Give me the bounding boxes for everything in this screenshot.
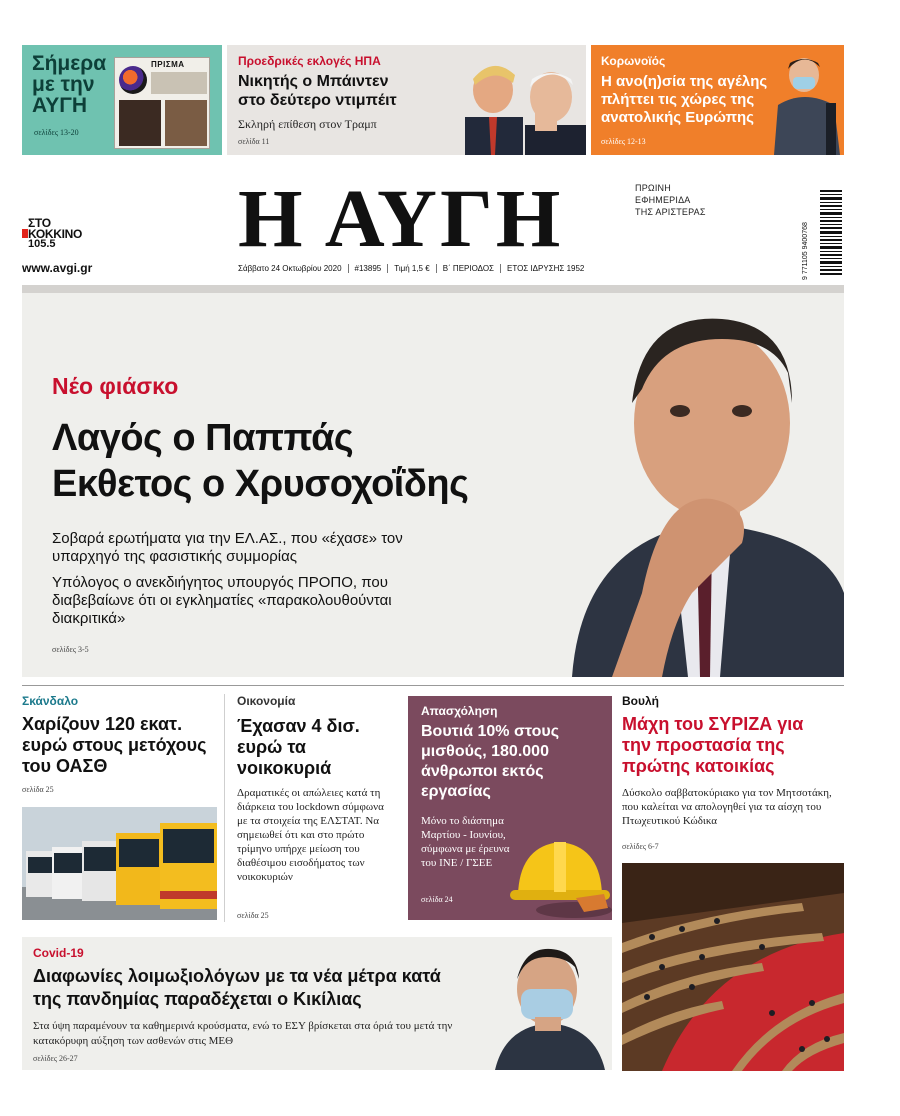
story-kicker: Σκάνδαλο — [22, 694, 79, 708]
masked-student-photo — [774, 45, 844, 155]
newspaper-title: Η ΑΥΓΗ — [238, 172, 564, 264]
magazine-cover-photo — [165, 100, 207, 146]
sto-kokkino-radio-logo[interactable] — [22, 213, 112, 253]
magazine-cover-graphic — [119, 66, 147, 94]
parliament-body: Δύσκολο σαββατοκύριακο για τον Μητσοτάκη, που καλείται να απολογηθεί για τα αίσχη του Πτωχευτικού Κώδικα — [622, 787, 832, 827]
covid-body: Στα ύψη παραμένουν τα καθημερινά κρούσματα, ενώ το ΕΣΥ βρίσκεται στα όριά του μετά την κατακόρυφη αύξηση των ασθενών στις ΜΕΘ — [33, 1020, 453, 1047]
barcode-icon — [820, 188, 842, 278]
teaser-kicker: Κορωνοϊός — [601, 54, 666, 68]
us-elections-teaser[interactable] — [227, 45, 586, 155]
radio-logo-frequency: 105.5 — [28, 238, 56, 250]
tagline-line: ΕΦΗΜΕΡΙΔΑ — [635, 195, 691, 205]
newspaper-tagline — [635, 182, 706, 218]
radio-logo-line1: ΣΤΟ — [28, 216, 51, 230]
story-kicker: Βουλή — [622, 694, 659, 708]
buses-photo — [22, 807, 217, 920]
magazine-name: ΠΡΙΣΜΑ — [151, 60, 185, 69]
trump-biden-photo — [455, 45, 586, 155]
parliament-headline[interactable]: Μάχη του ΣΥΡΙΖΑ για την προστασία της πρώτης κατοικίας — [622, 714, 804, 776]
teaser-kicker: Προεδρικές εκλογές ΗΠΑ — [238, 54, 381, 68]
issue-period: Β΄ ΠΕΡΙΟΔΟΣ — [436, 264, 500, 273]
teaser-headline: Νικητής ο Μπάιντεν στο δεύτερο ντιμπέιτ — [238, 73, 397, 109]
lead-kicker: Νέο φιάσκο — [52, 373, 179, 399]
tagline-line: ΠΡΩΙΝΗ — [635, 183, 671, 193]
lead-deck-paragraph: Σοβαρά ερωτήματα για την ΕΛ.ΑΣ., που «έχασε» τον υπαρχηγό της φασιστικής συμμορίας — [52, 530, 403, 565]
magazine-cover-thumbnail[interactable] — [114, 57, 210, 149]
supplement-teaser[interactable] — [22, 45, 222, 155]
story-pages: σελίδα 25 — [237, 911, 269, 920]
lead-pages: σελίδες 3-5 — [52, 645, 89, 654]
teaser-subhead: Σκληρή επίθεση στον Τραμπ — [238, 117, 377, 131]
lead-headline-line: Εκθετος ο Χρυσοχοΐδης — [52, 463, 469, 505]
teaser-pages: σελίδες 12-13 — [601, 137, 646, 146]
minister-portrait-photo — [492, 293, 844, 677]
tagline-line: ΤΗΣ ΑΡΙΣΤΕΡΑΣ — [635, 207, 706, 217]
issue-date: Σάββατο 24 Οκτωβρίου 2020 — [238, 264, 342, 273]
teaser-pages: σελίδα 11 — [238, 137, 270, 146]
section-divider — [22, 685, 844, 686]
corona-teaser[interactable] — [591, 45, 844, 155]
story-kicker: Οικονομία — [237, 694, 296, 708]
supplement-pages: σελίδες 13-20 — [34, 128, 79, 137]
barcode-number: 9 771105 9400768 — [802, 222, 809, 280]
story-pages: σελίδες 6-7 — [622, 842, 659, 851]
hard-hat-photo — [504, 824, 612, 920]
story-pages: σελίδες 26-27 — [33, 1054, 78, 1063]
issue-number: #13895 — [348, 264, 388, 273]
employment-box[interactable] — [408, 696, 612, 920]
lead-story[interactable] — [22, 293, 844, 677]
story-pages: σελίδα 24 — [421, 895, 453, 904]
founding-year: ΕΤΟΣ ΙΔΡΥΣΗΣ 1952 — [500, 264, 590, 273]
economy-body: Δραματικές οι απώλειες κατά τη διάρκεια του lockdown σύμφωνα με τα στοιχεία της ΕΛΣΤΑΤ. Να σημειωθεί ότι και στο πρώτο τρίμηνο υπήρχε μείωση του διαθέσιμου εισοδήματος των νοικοκυριών — [237, 787, 384, 883]
lead-deck-paragraph: Υπόλογος ο ανεκδιήγητος υπουργός ΠΡΟΠΟ, που διαβεβαίωνε ότι οι εγκληματίες «παρακολουθούνται διακριτικά» — [52, 574, 392, 627]
supplement-title: Σήμερα με την ΑΥΓΗ — [32, 52, 107, 117]
employment-headline: Βουτιά 10% στους μισθούς, 180.000 άνθρωποι εκτός εργασίας — [421, 723, 560, 800]
story-kicker: Απασχόληση — [421, 704, 498, 718]
teaser-headline: Η ανο(η)σία της αγέλης πλήττει τις χώρες της ανατολικής Ευρώπης — [601, 73, 768, 126]
covid-headline: Διαφωνίες λοιμωξιολόγων με τα νέα μέτρα κατά της πανδημίας παραδέχεται ο Κικίλιας — [33, 966, 441, 1009]
lead-headline-line: Λαγός ο Παππάς — [52, 417, 354, 459]
masthead-divider — [22, 285, 844, 293]
issue-price: Τιμή 1,5 € — [387, 264, 435, 273]
parliament-photo — [622, 863, 844, 1071]
website-url[interactable]: www.avgi.gr — [22, 261, 93, 275]
economy-headline[interactable]: Έχασαν 4 δισ. ευρώ τα νοικοκυριά — [237, 716, 360, 778]
radio-logo-line2: ΚΟΚΚΙΝΟ — [28, 227, 83, 241]
employment-body: Μόνο το διάστημα Μαρτίου - Ιουνίου, σύμφωνα με έρευνα του ΙΝΕ / ΓΣΕΕ — [421, 815, 510, 869]
column-divider — [224, 694, 225, 922]
story-kicker: Covid-19 — [33, 946, 84, 960]
magazine-cover-block — [151, 72, 207, 94]
covid-box[interactable] — [22, 937, 612, 1070]
issue-info-bar — [238, 264, 628, 273]
magazine-cover-photo — [119, 100, 161, 146]
lead-deck — [52, 530, 412, 636]
story-pages: σελίδα 25 — [22, 785, 54, 794]
oasth-headline[interactable]: Χαρίζουν 120 εκατ. ευρώ στους μετόχους του ΟΑΣΘ — [22, 714, 207, 776]
health-minister-photo — [485, 937, 612, 1070]
